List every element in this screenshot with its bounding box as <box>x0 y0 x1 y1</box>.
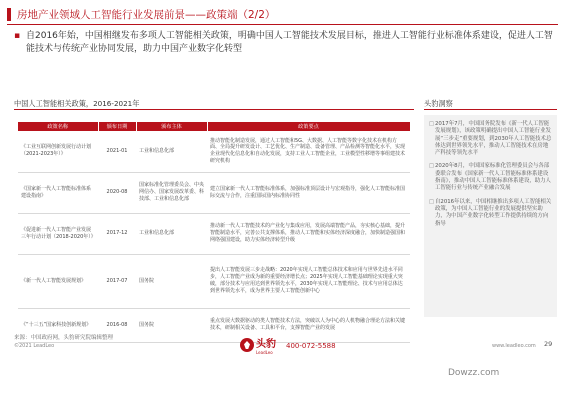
page-title: 房地产业领域人工智能行业发展前景——政策端（2/2） <box>17 8 276 21</box>
insight-item <box>429 163 552 192</box>
bullet-icon: ▪ <box>14 31 21 41</box>
issuer-cell: 工业和信息化部 <box>136 131 207 172</box>
key-points-cell: 推动新一代人工智能技术的产业化与集成应用，发展高端智能产品，夯实核心基础，提升智能制造水平，完善公共支撑体系，推动人工智能和实体经济深度融合，加快制造强国和网络强国建设，助力实体经济转型升级 <box>207 213 410 254</box>
key-points-cell: 推动智能化制造发展，通过人工智能和5G、大数据、人工智能等数字化技术在机构方面、全局提升研发设计、工艺优化、生产制造、设备管理、产品检测等智能化水平，实现企业现代化信息化和自动化发展，支持工业人工智能企业，工业模型性移增等事组建技术研究机构 <box>207 131 410 172</box>
header-issuer: 颁布主体 <box>136 122 207 131</box>
issuer-cell: 国务院 <box>136 308 207 342</box>
title-accent-bar <box>7 8 11 21</box>
brand-logo <box>240 338 276 355</box>
header-key-points: 政策要点 <box>207 122 410 131</box>
key-points-cell: 提出人工智能发展三步走战略：2020年实现人工智能总体技术和应用与世界先进水平同步，人工智能产业成为新的重要经济增长点；2025年实现人工智能基础理论实现重大突破，部分技术与应用达到世界领先水平，2030年实现人工智能理论、技术与应用总体达到世界领先水平，成为世界主要人工智能创新中心 <box>207 254 410 308</box>
intro-text: 自2016年始，中国相继发布多项人工智能相关政策，明确中国人工智能技术发展目标，推进人工智能行业标准体系建设，促进人工智能技术与传统产业协同发展，助力中国产业数字化转型 <box>26 31 553 54</box>
issuer-cell: 国家标准化管理委员会、中央网信办、国家发展改革委、科技部、工业和信息化部 <box>136 172 207 213</box>
policy-name-cell: 《“十三五”国家科技创新规划》 <box>18 308 98 342</box>
key-points-cell: 建立国家新一代人工智能标准体系，加强标准顶层设计与宏观指导，强化人工智能标准国际交流与合作，注重国际国内标准协同性 <box>207 172 410 213</box>
insight-section-label: 头豹洞察 <box>424 99 453 108</box>
slide-title <box>7 7 275 21</box>
source-note: 来源：中国政府网，头豹研究院编辑整理 <box>14 335 114 341</box>
insight-text: 2020年8月，中国国家标准化管理委员会与各部委联合发布《国家新一代人工智能标准体系建设指南》，推动中国人工智能标准体系建设，助力人工智能行业与传统产业融合发展 <box>435 163 551 192</box>
policy-name-cell: 《新一代人工智能发展规划》 <box>18 254 98 308</box>
website-link[interactable]: www.leadleo.com <box>492 343 536 349</box>
header-issue-date: 颁布日期 <box>98 122 136 131</box>
page-number: 29 <box>544 340 553 348</box>
table-row <box>18 213 410 254</box>
hotline-number: 400-072-5588 <box>286 342 336 350</box>
watermark-text: Dowzz.com <box>448 368 500 378</box>
insight-panel <box>424 115 557 317</box>
issue-date-cell: 2021-01 <box>98 131 136 172</box>
insight-item <box>429 199 552 228</box>
logo-name-en: LeadLeo <box>256 350 273 355</box>
copyright-note: ©2021 LeadLeo <box>14 343 55 349</box>
table-row <box>18 131 410 172</box>
table-row <box>18 172 410 213</box>
bullet-icon: □ <box>429 121 435 127</box>
issue-date-cell: 2017-07 <box>98 254 136 308</box>
policy-name-cell: 《国家新一代人工智能标准体系建设指南》 <box>18 172 98 213</box>
bullet-icon: □ <box>429 198 435 205</box>
issue-date-cell: 2017-12 <box>98 213 136 254</box>
logo-name-cn: 头豹 <box>256 339 276 350</box>
policy-name-cell: 《促进新一代人工智能产业发展三年行动计划（2018-2020年）》 <box>18 213 98 254</box>
intro-paragraph <box>14 30 554 55</box>
table-section-divider <box>14 109 414 110</box>
table-section-label: 中国人工智能相关政策，2016-2021年 <box>14 99 140 108</box>
insight-text: 2017年7月，中国国务院发布《新一代人工智能发展规划》，该政策明确提出中国人工智能行业发展“三步走”重要规划，到2030年人工智能技术总体达到世界领先水平，推动人工智能技术在房地产科技等领先水平 <box>435 121 552 157</box>
leopard-logo-icon <box>240 338 254 352</box>
issue-date-cell: 2020-08 <box>98 172 136 213</box>
insight-item <box>429 121 552 157</box>
table-row <box>18 254 410 308</box>
issue-date-cell: 2016-08 <box>98 308 136 342</box>
insight-text: 自2016年以来，中国相继推出多项人工智能相关政策，为中国人工智能行业的发展提供坚实助力，为中国产业数字化转型工作提供持续的方向指导 <box>435 198 552 227</box>
issuer-cell: 国务院 <box>136 254 207 308</box>
key-points-cell: 重点发展大数据驱动的类人智能技术方法，突破以人为中心的人机物融合理论方法和关键技术，研制相关设备、工具和平台，支撑智能产业的发展 <box>207 308 410 342</box>
title-divider <box>7 24 558 25</box>
header-policy-name: 政策名称 <box>18 122 98 131</box>
issuer-cell: 工业和信息化部 <box>136 213 207 254</box>
insight-section-divider <box>424 109 557 110</box>
table-header-row <box>18 122 410 131</box>
policy-table <box>18 122 411 343</box>
bullet-icon: □ <box>429 163 435 170</box>
policy-name-cell: 《工业互联网创新发展行动计划（2021-2023年）》 <box>18 131 98 172</box>
